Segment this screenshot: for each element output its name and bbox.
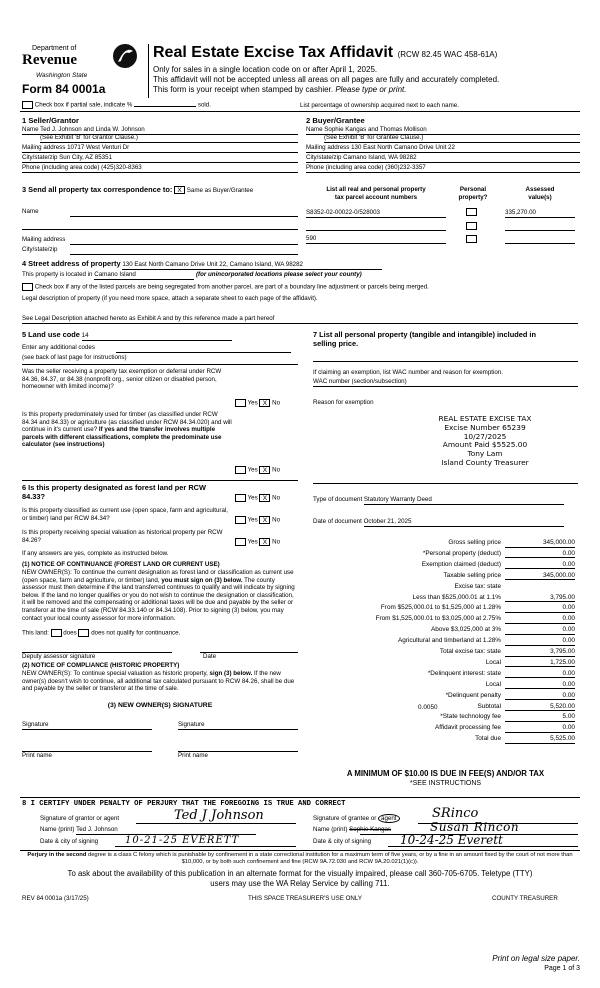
exemption-label: If claiming an exemption, list WAC number and reason for exemption. [313,369,503,376]
form-number: Form 84 0001a [22,82,106,96]
q-timber-answer: Yes X No [235,466,280,474]
new-owner-print-2[interactable]: Print name [178,752,208,759]
q-timber: Is this property predominately used for timber (as classified under RCW 84.34 and 84.33) or agriculture (as classified under RCW 84.34.020) and will continue in it's current use? If yes and the transfer involves multiple parcels with different classifications, complete the predominate use calculator (see instructions) [22,411,232,449]
grantee-print-struck: Sophie Kangas [349,826,392,833]
accessibility-note: To ask about the availability of this publication in an alternate format for the visually impaired, please call 360-705-6705. Teletype (TTY) users may use the WA Relay Service by calling 711. [67,869,533,888]
grantee-date-label: Date & city of signing [313,838,372,845]
section7-label: 7 List all personal property (tangible and intangible) included in selling price. [313,330,536,348]
tax-row-value[interactable]: 345,000.00 [505,572,575,581]
tax-row-label: From $1,525,000.01 to $3,025,000 at 2.75% [375,615,501,623]
tax-row-label: Agricultural and timberland at 1.28% [397,637,501,645]
deputy-label: Deputy assessor signature [22,653,96,660]
tax-row-label: Excise tax: state [454,582,501,590]
tax-row-value[interactable]: 0.00 [505,681,575,690]
parcel-number-1[interactable]: S8352-02-00022-0/528003 [306,209,446,218]
q-historic: Is this property receiving special valuation as historical property per RCW 84.26? [22,529,223,544]
section3-name-label: Name [22,208,39,215]
timber-no-checkbox[interactable]: X [259,466,270,474]
q-forest: 6 Is this property designated as forest land per RCW 84.33? [22,483,206,501]
notice2-body: NEW OWNER(S): To continue special valuation as historic property, sign (3) below. If the new owner(s) doesn't wish to continue, all additional tax calculated pursuant to RCW 84.26, shall be due and payable by the seller or transferor at the time of sale. [22,670,295,693]
new-owner-sig-2[interactable]: Signature [178,721,205,728]
buyer-city[interactable]: Camano Island, WA 98282 [343,154,417,161]
dept-line2: Revenue [22,52,77,68]
grantor-sig-label: Signature of grantor or agent [40,815,120,822]
header-line3: This form is your receipt when stamped by cashier. Please type or print. [153,85,407,94]
wac-row: WAC number (section/subsection) [313,378,578,387]
tax-row-value[interactable]: 0.00 [505,615,575,624]
buyer-name-row: Name Sophie Kangas and Thomas Mollison [306,126,580,135]
does-not-qualify-checkbox[interactable] [78,629,89,637]
title: Real Estate Excise Tax Affidavit [153,44,394,61]
tax-row-label: *Delinquent interest: state [427,669,501,677]
tax-row-label: *Delinquent penalty [445,691,501,699]
grantor-date-city[interactable]: 10-21-25 EVERETT [125,835,240,846]
tax-row-value[interactable]: 0.00 [505,670,575,679]
grantor-print-row: Name (print) Ted J. Johnson [40,826,256,835]
doc-date-row: Date of document October 21, 2025 [313,518,564,527]
parcel-number-3[interactable]: 590 [306,235,446,244]
personal-property-checkbox-1[interactable] [466,208,477,216]
grantee-date-city[interactable]: 10-24-25 Everett [400,833,503,847]
buyer-heading: 2 Buyer/Grantee [306,116,365,125]
doc-type-row: Type of document Statutory Warranty Deed [313,496,564,505]
personal-property-checkbox-3[interactable] [466,235,477,243]
tax-row-value[interactable]: 0.00 [505,561,575,570]
tax-row-label: Local [485,680,501,688]
deputy-date-label: Date [203,653,217,660]
grantor-print[interactable]: Ted J. Johnson [76,826,256,835]
timber-yes-checkbox[interactable] [235,466,246,474]
notice1-head: (1) NOTICE OF CONTINUANCE (FOREST LAND OR CURRENT USE) [22,561,220,568]
partial-sale-checkbox[interactable] [22,101,33,109]
tax-row-label: Subtotal [477,702,501,710]
minimum-due: A MINIMUM OF $10.00 IS DUE IN FEE(S) AND/OR TAX [346,769,545,778]
tax-row-value[interactable]: 5,520.00 [505,703,575,712]
seller-phone-row: Phone (including area code) (425)320-8363 [22,164,298,173]
rev-number: REV 84 0001a (3/17/25) [22,895,89,902]
tax-row-value[interactable]: 1,725.00 [505,659,575,668]
form-title [153,44,497,62]
q-current-use-answer: Yes X No [235,516,280,524]
legal-desc-label: Legal description of property (if you need more space, attach a separate sheet to each page of the affidavit). [22,295,318,302]
tax-row-label: Affidavit processing fee [435,724,501,732]
tax-row-value[interactable]: 0.00 [505,637,575,646]
section3-mailing-label: Mailing address [22,236,66,243]
grantee-print-handwritten[interactable]: Susan Rincon [430,820,520,834]
tax-row-label: From $525,000.01 to $1,525,000 at 1.28% [380,604,501,612]
seller-city-row: City/state/zip Sun City, AZ 85351 [22,154,298,163]
q-exemption: Was the seller receiving a property tax exemption or deferral under RCW 84.36, 84.37, or 84.38 (nonprofit org., senior citizen or disabled person, homeowner with limited income)? [22,368,222,391]
historic-yes-checkbox[interactable] [235,538,246,546]
certify-label: 8 I CERTIFY UNDER PENALTY OF PERJURY THAT THE FOREGOING IS TRUE AND CORRECT [22,800,346,808]
if-any-yes: If any answers are yes, complete as instructed below. [22,550,169,557]
treasurer-stamp: REAL ESTATE EXCISE TAX Excise Number 65239 10/27/2025 Amount Paid $5525.00 Tony Lam Island County Treasurer [438,414,532,467]
grantor-date-label: Date & city of signing [40,838,99,845]
seller-heading: 1 Seller/Grantor [22,116,79,125]
grantee-print-row: Name (print) Sophie Kangas [313,826,392,833]
forest-yes-checkbox[interactable] [235,494,246,502]
does-qualify-checkbox[interactable] [51,629,62,637]
perjury-note: Perjury in the second degree is a class C felony which is punishable by confinement in a state correctional institution for a maximum term of five years, or by a fine in an amount fixed by the court of not more than $10,000, or by both such confinement and fine (RCW 9A.72.030 and RCW 9A.20.021(1)(c)). [27,852,573,865]
tax-row-value[interactable]: 0.00 [505,692,575,701]
see-instructions: *SEE INSTRUCTIONS [409,780,482,787]
tax-row-label: Total due [475,735,501,743]
located-row: This property is located in Camano Island (for unincorporated locations please select your county) [22,271,362,278]
local-rate: 0.0050 [418,704,438,711]
section3-row: 3 Send all property tax correspondence to: X Same as Buyer/Grantee [22,185,254,195]
buyer-mailing-row: Mailing address 130 East North Camano Drive Unit 22 [306,144,580,153]
parcel-col1: List all real and personal property tax parcel account numbers [326,186,426,201]
seller-name[interactable]: Ted J. Johnson and Linda W. Johnson [40,126,145,133]
tax-row-label: Less than $525,000.01 at 1.1% [412,593,501,601]
land-use-code[interactable]: 14 [82,332,232,341]
new-owner-sig-1[interactable]: Signature [22,721,49,728]
title-ref: (RCW 82.45 WAC 458-61A) [397,50,498,59]
q-forest-answer: Yes X No [235,494,280,502]
this-land-row: This land: does does not qualify for continuance. [22,629,181,637]
tax-row-label: Gross selling price [448,539,501,546]
legal-size-note: Print on legal size paper. [492,954,580,963]
current-use-yes-checkbox[interactable] [235,516,246,524]
see-back: (see back of last page for instructions) [22,354,127,361]
tax-row-value[interactable]: 345,000.00 [505,539,575,548]
tax-row-value[interactable]: 3,795.00 [505,648,575,657]
tax-row-value[interactable]: 5.00 [505,713,575,722]
same-as-buyer-checkbox[interactable]: X [174,186,185,194]
buyer-phone-row: Phone (including area code) (360)232-3357 [306,164,580,173]
seller-mailing-row: Mailing address 10717 West Venturi Dr [22,144,298,153]
revenue-logo-icon [112,42,138,70]
buyer-name[interactable]: Sophie Kangas and Thomas Mollison [324,126,427,133]
tax-row-value[interactable]: 0.00 [505,724,575,733]
segregate-checkbox[interactable] [22,283,33,291]
parcel-col3: Assessed value(s) [525,186,555,201]
header-line1: Only for sales in a single location code on or after April 1, 2025. [153,65,378,74]
land-use-row: 5 Land use code 14 [22,331,232,341]
buyer-mailing[interactable]: 130 East North Camano Drive Unit 22 [351,144,455,151]
dept-line1: Department of [32,45,77,52]
property-address[interactable]: 130 East North Camano Drive Unit 22, Camano Island, WA 98282 [122,261,382,270]
tax-row-value[interactable]: 0.00 [505,550,575,559]
tax-row-label: *Personal property (deduct) [422,549,501,557]
tax-row-value[interactable]: 0.00 [505,604,575,613]
located-in[interactable]: Camano Island [94,271,194,280]
additional-codes: Enter any additional codes [22,344,95,351]
partial-sale-row: Check box if partial sale, indicate % sold. [22,101,211,109]
seller-exhibit: (See Exhibit 'B' for Grantor Clause.) [40,134,298,143]
grantor-signature[interactable]: Ted J Johnson [174,808,264,823]
legal-desc-value[interactable]: See Legal Description attached hereto as Exhibit A and by this reference made a part hereof [22,315,578,324]
tax-row-label: Taxable selling price [443,571,501,579]
parcel-col2: Personal property? [458,186,488,201]
reason-label: Reason for exemption [313,399,374,406]
q-current-use: Is this property classified as current use (open space, farm and agricultural, or timber) land per RCW 84.34? [22,507,229,522]
dept-logo [22,42,147,98]
tax-row-value[interactable]: 3,795.00 [505,594,575,603]
q-historic-answer: Yes X No [235,538,280,546]
historic-no-checkbox[interactable]: X [259,538,270,546]
section4-address-row: 4 Street address of property 130 East North Camano Drive Unit 22, Camano Island, WA 98282 [22,260,382,270]
ownership-note: List percentage of ownership acquired next to each name. [300,102,459,109]
seller-city[interactable]: Sun City, AZ 85351 [59,154,113,161]
buyer-exhibit: (See Exhibit 'B' for Grantee Clause.) [324,134,580,143]
doc-date[interactable]: October 21, 2025 [364,518,564,527]
notice3-head: (3) NEW OWNER(S) SIGNATURE [107,702,213,709]
doc-type[interactable]: Statutory Warranty Deed [364,496,564,505]
tax-row-label: Above $3,025,000 at 3% [431,626,501,634]
notice1-body: NEW OWNER(S): To continue the current designation as forest land or classification as current use (open space, farm and agriculture, or timber) land, you must sign on (3) below. The county assessor must then determine if the land transferred continues to qualify and will indicate by signing below. If the land no longer qualifies or you do not wish to continue the designation or classification, it will be removed and the compensating or additional taxes will be due and payable by the seller or transferor at the time of sale (RCW 84.33.140 or 84.34.108). Prior to signing (3) below, you may contact your local county assessor for more information. [22,569,295,622]
personal-property-checkbox-2[interactable] [466,222,477,230]
assessed-value-1[interactable]: 335,270.00 [505,209,575,218]
dept-line3: Washington State [36,72,88,79]
tax-row-label: Total excise tax: state [439,648,501,655]
county-treasurer: COUNTY TREASURER [492,895,558,902]
page-number: Page 1 of 3 [544,965,580,972]
header-line2: This affidavit will not be accepted unless all areas on all pages are fully and accurately completed. [153,75,500,84]
tax-row-label: Local [485,658,501,666]
buyer-city-row: City/state/zip Camano Island, WA 98282 [306,154,580,163]
new-owner-print-1[interactable]: Print name [22,752,52,759]
seller-mailing[interactable]: 10717 West Venturi Dr [67,144,130,151]
segregate-row: Check box if any of the listed parcels are being segregated from another parcel, are part of a boundary line adjustment or parcels being merged. [22,283,429,291]
exemption-yes-checkbox[interactable] [235,399,246,407]
exemption-no-checkbox[interactable]: X [259,399,270,407]
tax-row-label: *State technology fee [440,713,501,721]
current-use-no-checkbox[interactable]: X [259,516,270,524]
tax-row-value[interactable]: 5,525.00 [505,735,575,744]
q-exemption-answer: Yes X No [235,399,280,407]
tax-row-label: Exemption claimed (deduct) [421,560,501,568]
forest-no-checkbox[interactable]: X [259,494,270,502]
seller-name-row: Name Ted J. Johnson and Linda W. Johnson [22,126,298,135]
section3-city-label: City/state/zip [22,246,58,253]
grantee-sig-label: Signature of grantee or agent [313,815,400,823]
buyer-phone[interactable]: (360)232-3357 [385,164,426,171]
treasurer-use: THIS SPACE TREASURER'S USE ONLY [248,895,362,902]
grantee-signature[interactable]: SRinco [432,806,479,821]
notice2-head: (2) NOTICE OF COMPLIANCE (HISTORIC PROPERTY) [22,662,180,669]
seller-phone[interactable]: (425)320-8363 [101,164,142,171]
tax-row-value[interactable]: 0.00 [505,626,575,635]
